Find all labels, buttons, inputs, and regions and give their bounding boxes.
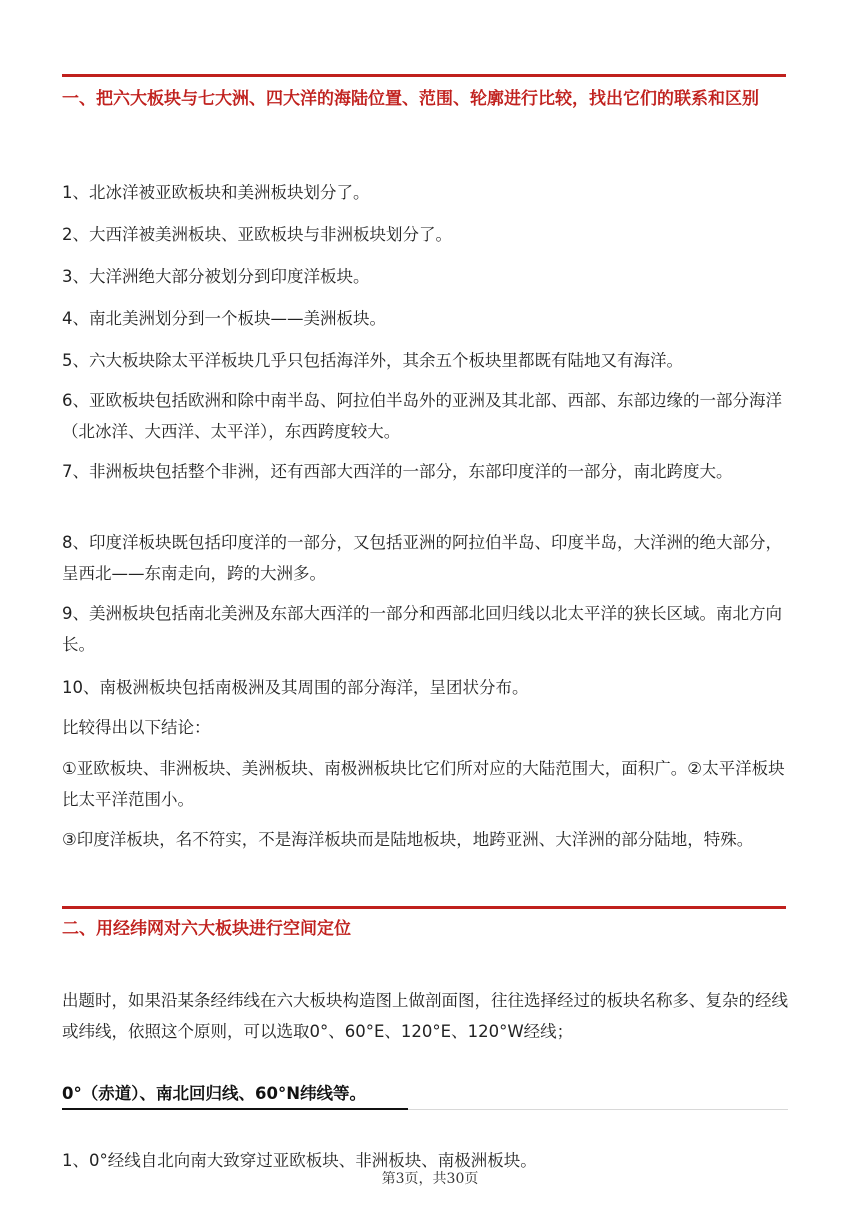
- section-1-title: 一、把六大板块与七大洲、四大洋的海陆位置、范围、轮廓进行比较，找出它们的联系和区别: [62, 89, 759, 109]
- section-1-item-7: 7、非洲板块包括整个非洲，还有西部大西洋的一部分，东部印度洋的一部分，南北跨度大。: [62, 462, 733, 481]
- section-1-item-3: 3、大洋洲绝大部分被划分到印度洋板块。: [62, 267, 370, 286]
- section-2-item-1: 1、0°经线自北向南大致穿过亚欧板块、非洲板块、南极洲板块。: [62, 1151, 537, 1170]
- section-1-item-5: 5、六大板块除太平洋板块几乎只包括海洋外，其余五个板块里都既有陆地又有海洋。: [62, 351, 683, 370]
- section-1-item-6: 6、亚欧板块包括欧洲和除中南半岛、阿拉伯半岛外的亚洲及其北部、西部、东部边缘的一部分海洋（北冰洋、大西洋、太平洋），东西跨度较大。: [62, 391, 782, 441]
- section-2-title: 二、用经纬网对六大板块进行空间定位: [62, 919, 351, 939]
- subheading-divider: [408, 1109, 788, 1110]
- section-1-rule: [62, 74, 786, 77]
- page-number-footer: 第3页，共30页: [381, 1171, 479, 1187]
- conclusion-intro: 比较得出以下结论：: [62, 718, 211, 737]
- section-1-item-8: 8、印度洋板块既包括印度洋的一部分，又包括亚洲的阿拉伯半岛、印度半岛，大洋洲的绝大部分，呈西北——东南走向，跨的大洲多。: [62, 533, 782, 583]
- section-1-item-9: 9、美洲板块包括南北美洲及东部大西洋的一部分和西部北回归线以北太平洋的狭长区域。南北方向长。: [62, 604, 782, 654]
- section-2-rule: [62, 906, 786, 909]
- section-1-item-4: 4、南北美洲划分到一个板块——美洲板块。: [62, 309, 386, 328]
- latitude-subheading: 0°（赤道）、南北回归线、60°N纬线等。: [62, 1084, 367, 1103]
- conclusion-2: ③印度洋板块，名不符实，不是海洋板块而是陆地板块，地跨亚洲、大洋洲的部分陆地，特殊。: [62, 830, 754, 849]
- conclusion-1: ①亚欧板块、非洲板块、美洲板块、南极洲板块比它们所对应的大陆范围大，面积广。②太平洋板块比太平洋范围小。: [62, 759, 785, 809]
- section-1-item-1: 1、北冰洋被亚欧板块和美洲板块划分了。: [62, 183, 370, 202]
- section-1-item-10: 10、南极洲板块包括南极洲及其周围的部分海洋，呈团状分布。: [62, 678, 529, 697]
- subheading-underline: [62, 1108, 408, 1110]
- section-2-intro: 出题时，如果沿某条经纬线在六大板块构造图上做剖面图，往往选择经过的板块名称多、复杂的经线或纬线，依照这个原则，可以选取0°、60°E、120°E、120°W经线；: [62, 991, 788, 1041]
- section-1-item-2: 2、大西洋被美洲板块、亚欧板块与非洲板块划分了。: [62, 225, 452, 244]
